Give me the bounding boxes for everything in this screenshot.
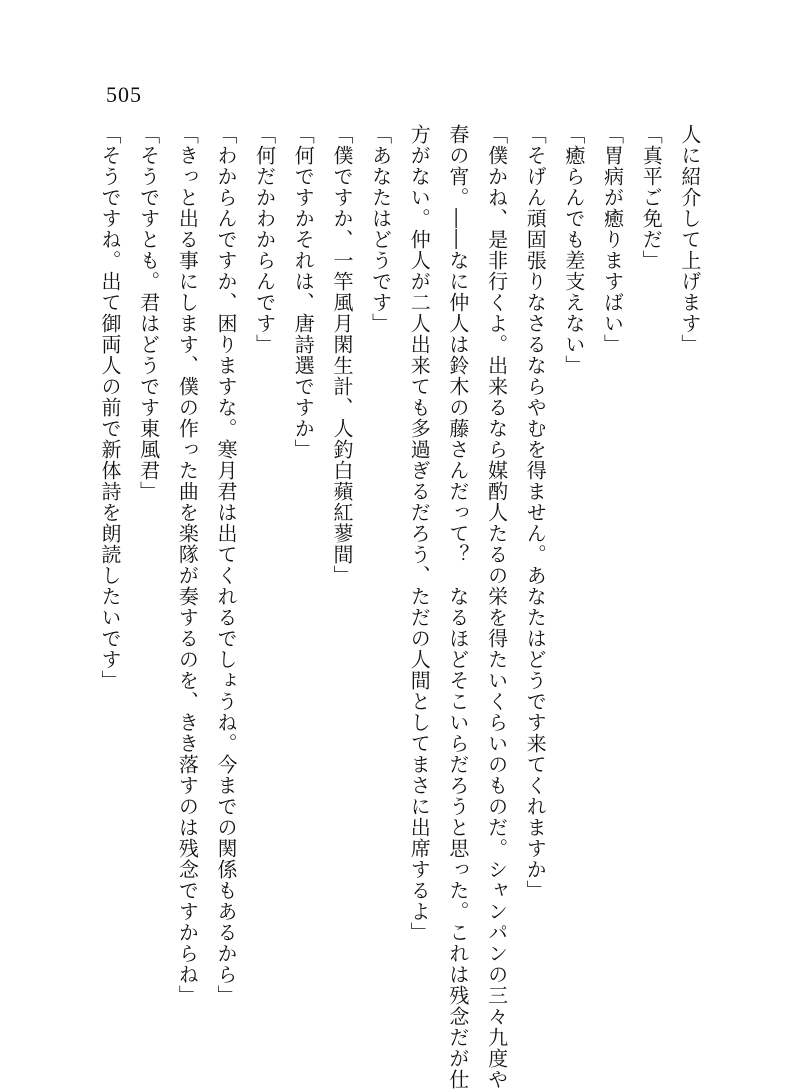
- text-line: 人に紹介して上げます」: [677, 124, 702, 355]
- text-line: 「僕ですか、一竿風月閑生計、人釣白蘋紅蓼間」: [329, 124, 354, 586]
- text-line: 「そうですとも。君はどうです東風君」: [136, 124, 161, 502]
- text-line: 「何だかわからんです」: [252, 124, 277, 355]
- text-line: 方がない。仲人が二人出来ても多過ぎるだろう、ただの人間としてまさに出席するよ」: [407, 124, 432, 943]
- text-line: 「あなたはどうです」: [368, 124, 393, 334]
- text-line: 「胃病が癒りますばい」: [600, 124, 625, 355]
- text-line: 「そうですね。出て御両人の前で新体詩を朗読したいです」: [98, 124, 122, 691]
- text-line: 「きっと出る事にします、僕の作った曲を楽隊が奏するのを、きき落すのは残念ですからね」: [175, 124, 200, 1006]
- text-line: 「わからんですか、困りますな。寒月君は出てくれるでしょうね。今までの関係もあるから」: [213, 124, 238, 1006]
- text-line: 「そげん頑固張りなさるならやむを得ません。あなたはどうです来てくれますか」: [523, 124, 548, 901]
- vertical-text-block: [98, 124, 702, 1090]
- text-line: 「何ですかそれは、唐詩選ですか」: [291, 124, 316, 460]
- text-line: 春の宵。――なに仲人は鈴木の藤さんだって？ なるほどそこいらだろうと思った。これは残念だが仕: [445, 124, 470, 1090]
- text-line: 「癒らんでも差支えない」: [561, 124, 586, 376]
- page-number: 505: [106, 82, 142, 107]
- text-line: 「僕かね、是非行くよ。出来るなら媒酌人たるの栄を得たいくらいのものだ。シャンパンの三々九度や: [484, 124, 509, 1090]
- text-line: 「真平ご免だ」: [639, 124, 664, 271]
